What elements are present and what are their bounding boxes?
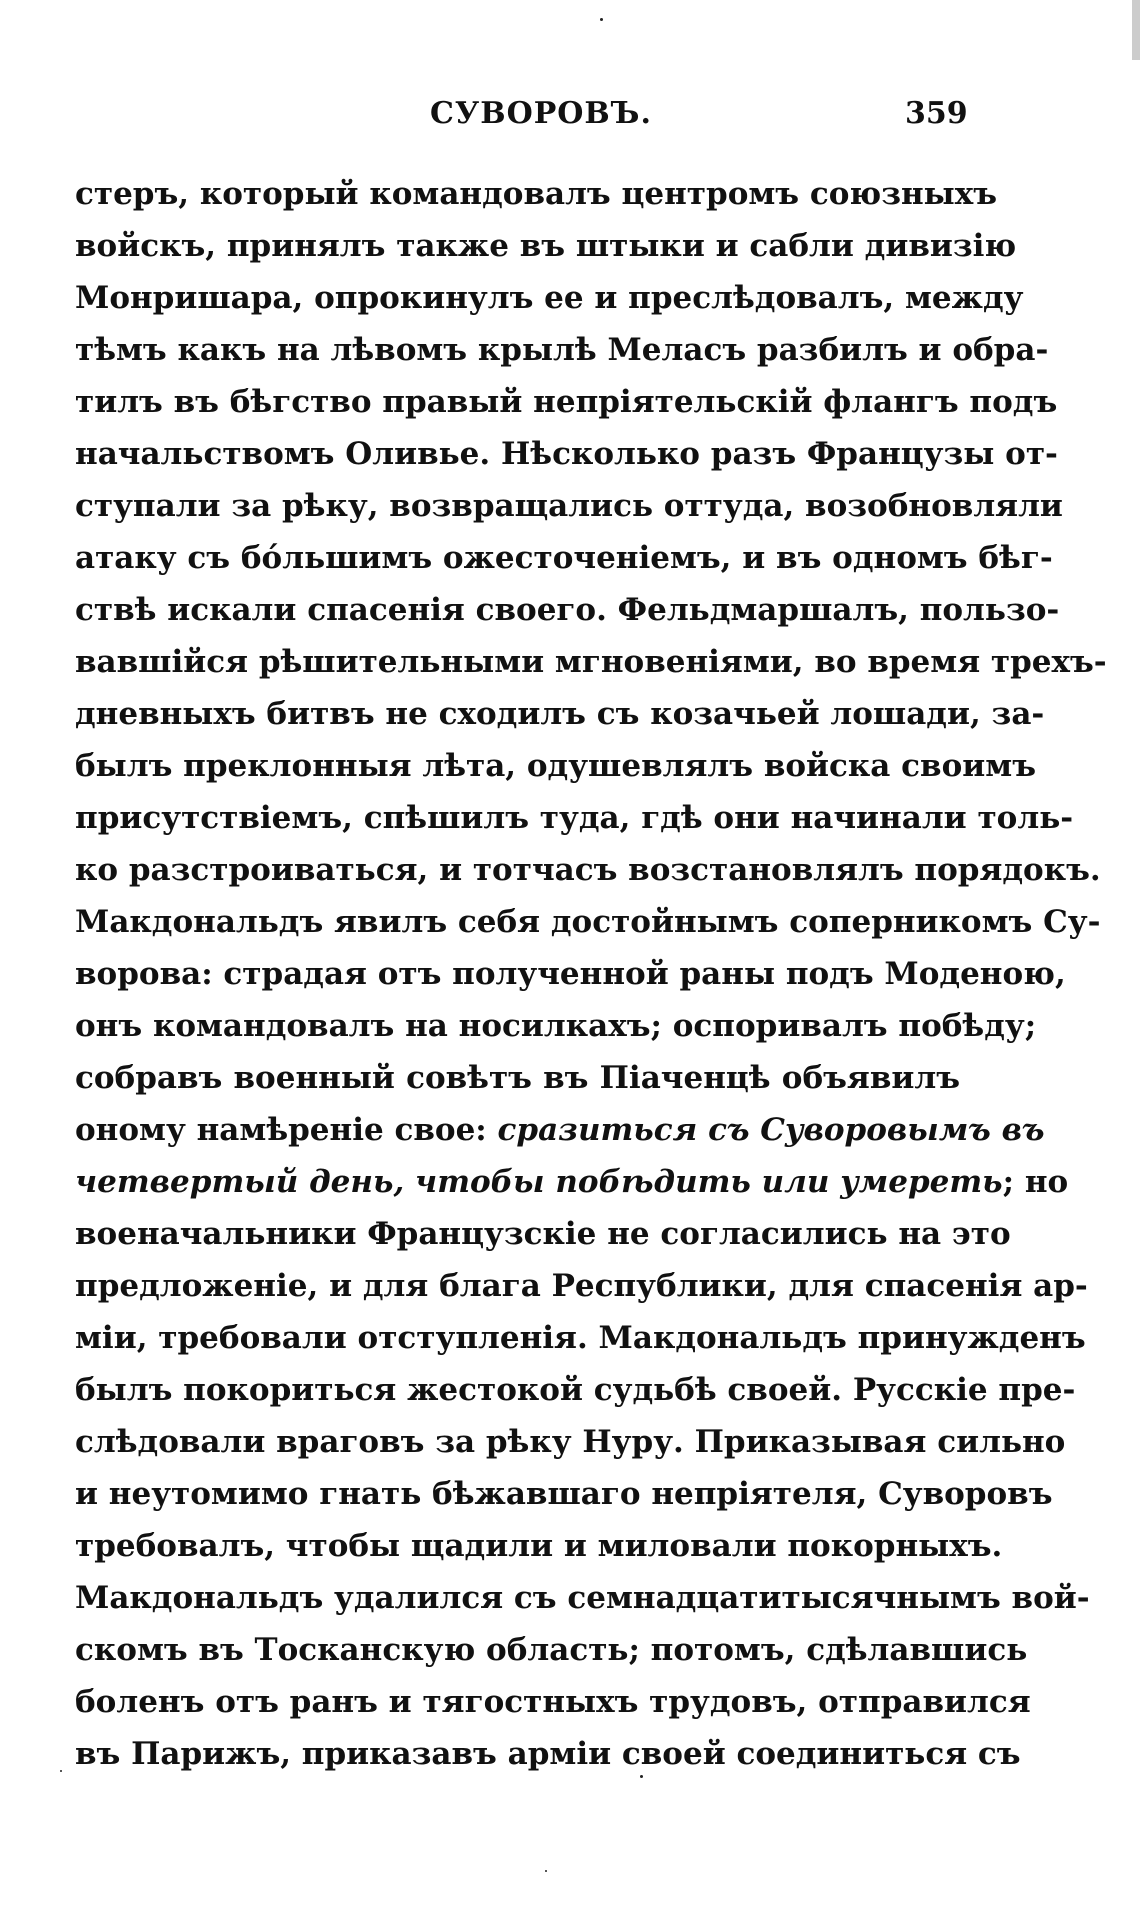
- text-line: и неутомимо гнать бѣжавшаго непріятеля, Суворовъ: [75, 1476, 1053, 1512]
- text-line: вавшійся рѣшительными мгновеніями, во время трехъ-: [75, 644, 1107, 680]
- text-line: военачальники Французскіе не согласились на это: [75, 1216, 1011, 1252]
- text-line: собравъ военный совѣтъ въ Піаченцѣ объявилъ: [75, 1060, 960, 1096]
- text-line: былъ преклонныя лѣта, одушевлялъ войска своимъ: [75, 748, 1036, 784]
- text-line: присутствіемъ, спѣшилъ туда, гдѣ они начинали толь-: [75, 800, 1074, 836]
- text-line: въ Парижъ, приказавъ арміи своей соединиться съ: [75, 1736, 1021, 1772]
- scan-speck: [640, 1775, 643, 1778]
- text-line: начальствомъ Оливье. Нѣсколько разъ Французы от-: [75, 436, 1058, 472]
- text-line: стеръ, который командовалъ центромъ союзныхъ: [75, 176, 998, 212]
- body-text: [75, 168, 1107, 1780]
- text-line: тилъ въ бѣгство правый непріятельскій флангъ подъ: [75, 384, 1058, 420]
- scan-speck: [60, 1770, 62, 1772]
- text-line: міи, требовали отступленія. Макдональдъ принужденъ: [75, 1320, 1086, 1356]
- text-line: Монришара, опрокинулъ ее и преслѣдовалъ, между: [75, 280, 1024, 316]
- text-line: ступали за рѣку, возвращались оттуда, возобновляли: [75, 488, 1063, 524]
- running-title: СУВОРОВЪ.: [430, 96, 652, 131]
- text-line: слѣдовали враговъ за рѣку Нуру. Приказывая сильно: [75, 1424, 1066, 1460]
- text-line: предложеніе, и для блага Республики, для спасенія ар-: [75, 1268, 1088, 1304]
- text-line: войскъ, принялъ также въ штыки и сабли дивизію: [75, 228, 1017, 264]
- text-line: дневныхъ битвъ не сходилъ съ козачьей лошади, за-: [75, 696, 1045, 732]
- text-line: Макдональдъ удалился съ семнадцатитысячнымъ вой-: [75, 1580, 1090, 1616]
- text-line: [75, 1104, 1045, 1156]
- text-line: былъ покориться жестокой судьбѣ своей. Русскіе пре-: [75, 1372, 1076, 1408]
- italic-quote: четвертый день, чтобы побѣдить или умереть: [75, 1164, 1003, 1200]
- text-line: скомъ въ Тосканскую область; потомъ, сдѣлавшись: [75, 1632, 1028, 1668]
- text-line: ко разстроиваться, и тотчасъ возстановлялъ порядокъ.: [75, 852, 1101, 888]
- text-line: тѣмъ какъ на лѣвомъ крылѣ Меласъ разбилъ и обра-: [75, 332, 1049, 368]
- text-line: [75, 1156, 1069, 1208]
- text-line: боленъ отъ ранъ и тягостныхъ трудовъ, отправился: [75, 1684, 1031, 1720]
- text-line: атаку съ бо́льшимъ ожесточеніемъ, и въ одномъ бѣг-: [75, 540, 1053, 576]
- scan-speck: [545, 1870, 547, 1872]
- text-line: требовалъ, чтобы щадили и миловали покорныхъ.: [75, 1528, 1003, 1564]
- page-edge-shadow: [1132, 0, 1140, 60]
- text-line: ствѣ искали спасенія своего. Фельдмаршалъ, пользо-: [75, 592, 1060, 628]
- text-line: онъ командовалъ на носилкахъ; оспоривалъ побѣду;: [75, 1008, 1037, 1044]
- text-run: ; но: [1002, 1164, 1069, 1200]
- page-header: [0, 96, 1140, 146]
- text-line: Макдональдъ явилъ себя достойнымъ соперникомъ Су-: [75, 904, 1101, 940]
- scan-speck: [600, 18, 603, 21]
- page-number: 359: [905, 96, 968, 131]
- text-run: оному намѣреніе свое:: [75, 1112, 498, 1148]
- italic-quote: сразиться съ Суворовымъ въ: [497, 1112, 1045, 1148]
- text-line: ворова: страдая отъ полученной раны подъ Моденою,: [75, 956, 1066, 992]
